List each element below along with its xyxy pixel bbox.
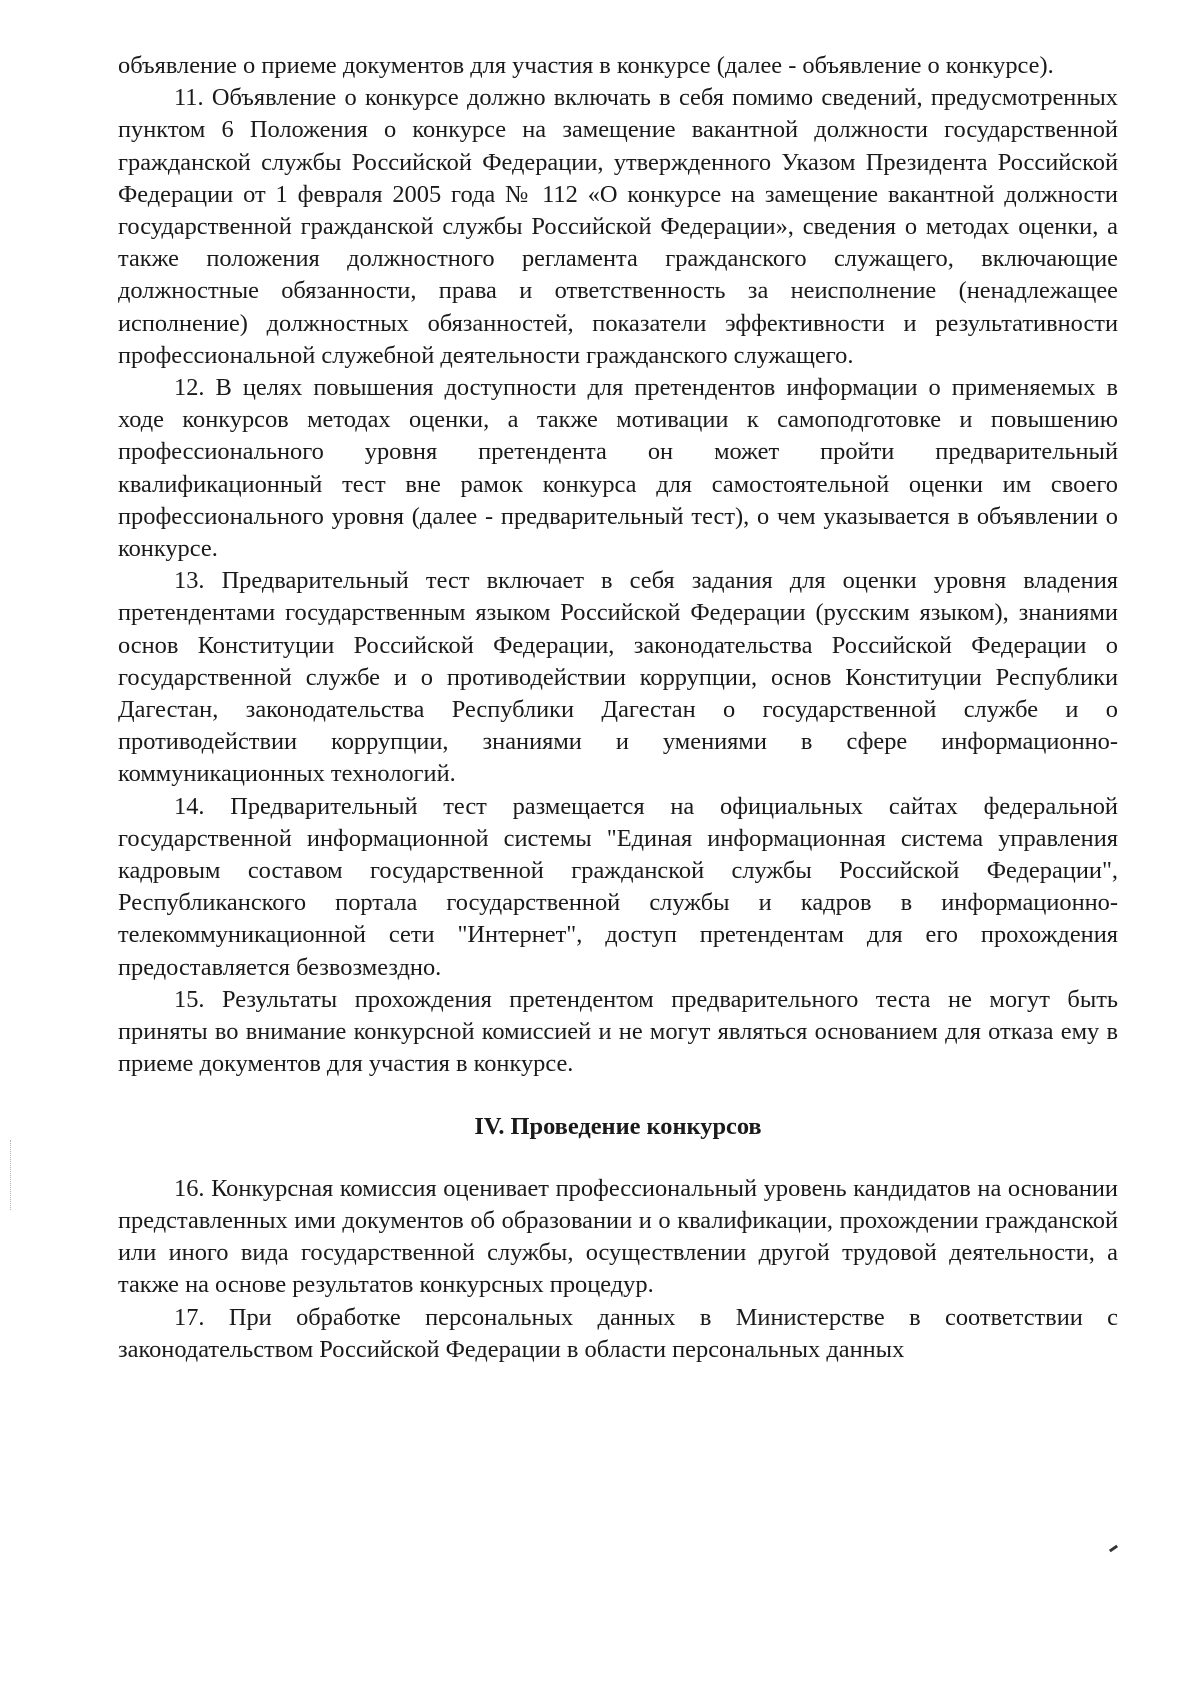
paragraph-12: 12. В целях повышения доступности для претендентов информации о применяемых в ходе конкурсов методах оценки, а также мотивации к самоподготовке и повышению профессионального уровня претендента он может пройти предварительный квалификационный тест вне рамок конкурса для самостоятельной оценки им своего профессионального уровня (далее - предварительный тест), о чем указывается в объявлении о конкурсе. [118,374,1118,563]
paragraph-continuation: объявление о приеме документов для участия в конкурсе (далее - объявление о конкурсе). [118,52,1054,79]
paragraph-11: 11. Объявление о конкурсе должно включать в себя помимо сведений, предусмотренных пунктом 6 Положения о конкурсе на замещение вакантной должности государственной гражданской службы Российской Федерации, утвержденного Указом Президента Российской Федерации от 1 февраля 2005 года № 112 «О конкурсе на замещение вакантной должности государственной гражданской службы Российской Федерации», сведения о методах оценки, а также положения должностного регламента гражданского служащего, включающие должностные обязанности, права и ответственность за неисполнение (ненадлежащее исполнение) должностных обязанностей, показатели эффективности и результативности профессиональной служебной деятельности гражданского служащего. [118,84,1118,369]
paragraph-17: 17. При обработке персональных данных в Министерстве в соответствии с законодательством Российской Федерации в области персональных данных [118,1303,1118,1363]
document-page [118,50,1118,1366]
section-heading: IV. Проведение конкурсов [474,1112,762,1140]
paragraph-15: 15. Результаты прохождения претендентом предварительного теста не могут быть приняты во внимание конкурсной комиссией и не могут являться основанием для отказа ему в приеме документов для участия в конкурсе. [118,985,1118,1078]
scan-artifact-dots [10,1140,12,1210]
paragraph-13: 13. Предварительный тест включает в себя задания для оценки уровня владения претендентами государственным языком Российской Федерации (русским языком), знаниями основ Конституции Российской Федерации, законодательства Российской Федерации о государственной службе и о противодействии коррупции, основ Конституции Республики Дагестан, законодательства Республики Дагестан о государственной службе и о противодействии коррупции, знаниями и умениями в сфере информационно-коммуникационных технологий. [118,567,1118,788]
scan-artifact-mark [1109,1545,1118,1553]
paragraph-16: 16. Конкурсная комиссия оценивает профессиональный уровень кандидатов на основании представленных ими документов об образовании и о квалификации, прохождении гражданской или иного вида государственной службы, осуществлении другой трудовой деятельности, а также на основе результатов конкурсных процедур. [118,1174,1118,1299]
paragraph-14: 14. Предварительный тест размещается на официальных сайтах федеральной государственной информационной системы "Единая информационная система управления кадровым составом государственной гражданской службы Российской Федерации", Республиканского портала государственной службы и кадров в информационно-телекоммуникационной сети "Интернет", доступ претендентам для его прохождения предоставляется безвозмездно. [118,792,1118,981]
